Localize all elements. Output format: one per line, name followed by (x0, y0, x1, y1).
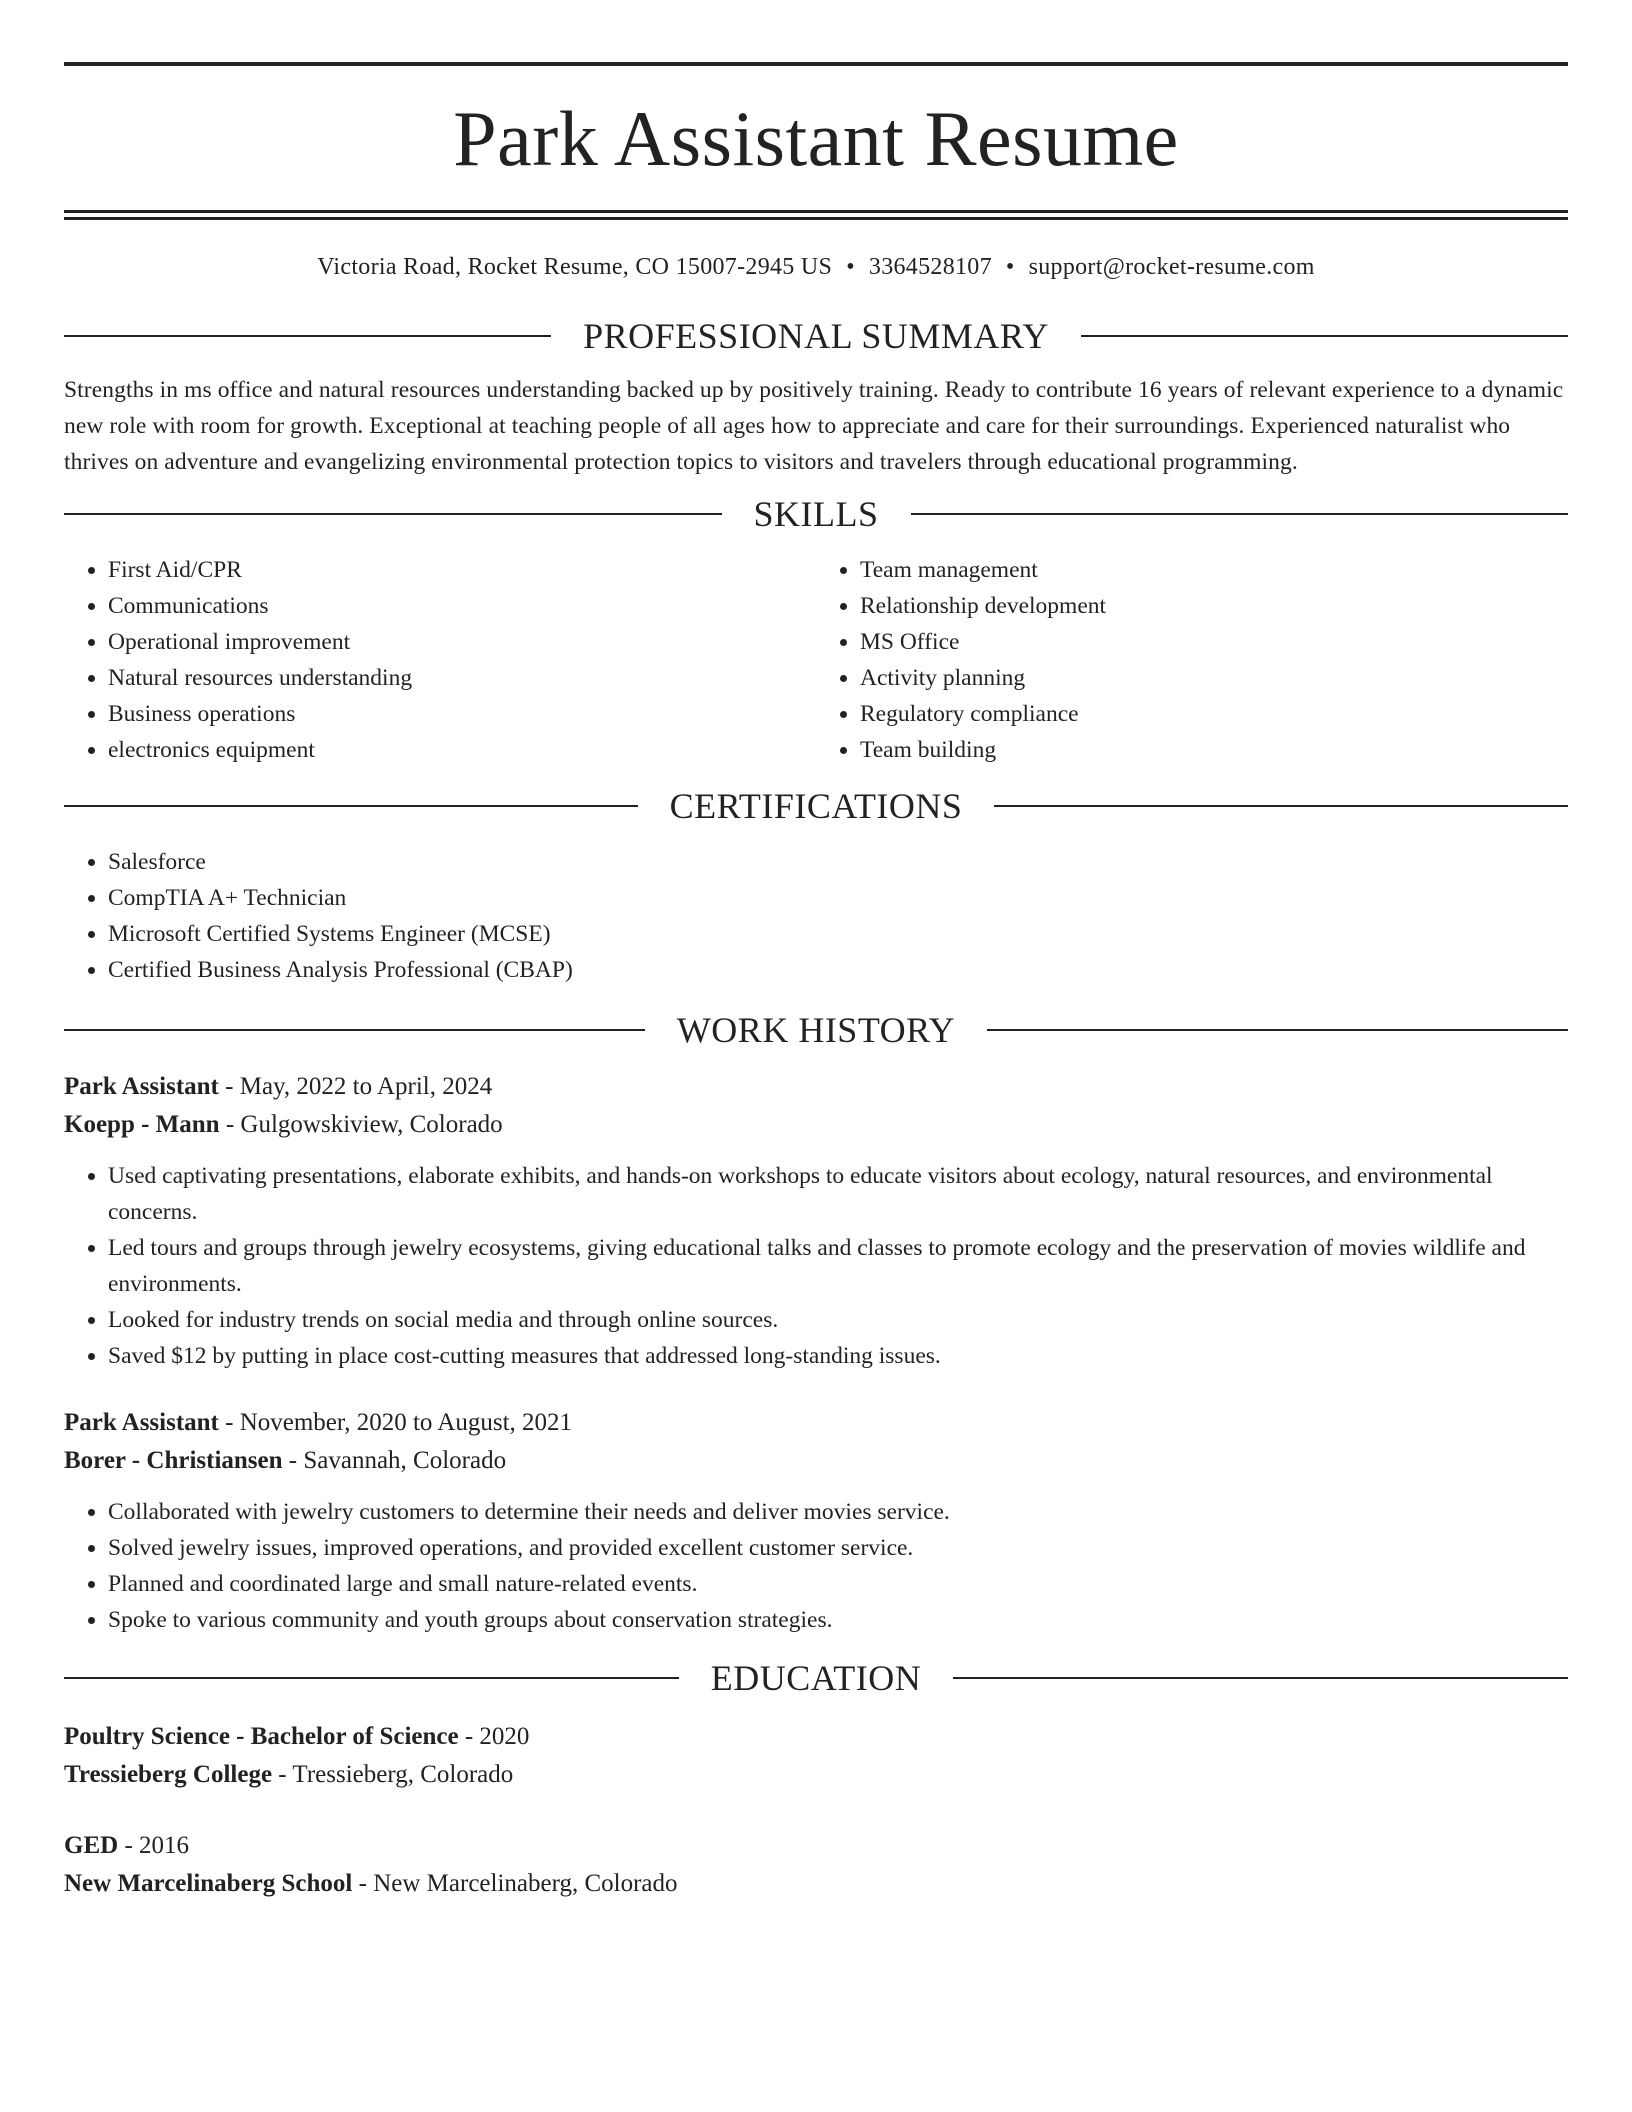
education-school-line (64, 1756, 1568, 1794)
section-heading-summary (64, 314, 1568, 358)
skill-item: • Communications (108, 588, 816, 624)
job-company: Koepp - Mann (64, 1111, 220, 1138)
contact-email: support@rocket-resume.com (1028, 254, 1315, 280)
skill-item: • Business operations (108, 696, 816, 732)
certification-item: • Salesforce (108, 844, 1568, 880)
skills-column-left (64, 552, 816, 768)
heading-rule (987, 1029, 1568, 1031)
education-location: - New Marcelinaberg, Colorado (352, 1870, 678, 1897)
skill-item: • Operational improvement (108, 624, 816, 660)
job-location: - Gulgowskiview, Colorado (219, 1111, 503, 1138)
skill-item: • Team building (860, 732, 1568, 768)
skills-column-right (816, 552, 1568, 768)
skills-list (64, 552, 1568, 768)
education-entry (64, 1718, 1568, 1794)
education-school-line (64, 1865, 1568, 1903)
job-bullet: • Led tours and groups through jewelry ecosystems, giving educational talks and classes to promote ecology and the preservation of movies wildlife and environments. (108, 1230, 1568, 1302)
heading-rule (64, 513, 722, 515)
job-bullet: • Collaborated with jewelry customers to determine their needs and deliver movies service. (108, 1494, 1568, 1530)
education-year: - 2016 (118, 1832, 190, 1859)
job-company-line (64, 1442, 1568, 1480)
contact-address: Victoria Road, Rocket Resume, CO 15007-2945 US (317, 254, 833, 280)
job-bullet: • Looked for industry trends on social media and through online sources. (108, 1302, 1568, 1338)
heading-rule (994, 805, 1568, 807)
job-dates: - November, 2020 to August, 2021 (218, 1409, 573, 1436)
job-bullet: • Solved jewelry issues, improved operations, and provided excellent customer service. (108, 1530, 1568, 1566)
education-degree-line (64, 1827, 1568, 1865)
education-school: New Marcelinaberg School (64, 1870, 353, 1897)
skill-item: • Team management (860, 552, 1568, 588)
job-dates: - May, 2022 to April, 2024 (218, 1073, 493, 1100)
skill-item: • Regulatory compliance (860, 696, 1568, 732)
heading-rule (911, 513, 1569, 515)
job-title-line (64, 1404, 1568, 1442)
certification-item: • Certified Business Analysis Professional (CBAP) (108, 952, 1568, 988)
contact-phone: 3364528107 (868, 254, 992, 280)
education-school: Tressieberg College (64, 1761, 273, 1788)
section-title: CERTIFICATIONS (669, 786, 963, 826)
job-title-line (64, 1068, 1568, 1106)
certification-item: • Microsoft Certified Systems Engineer (MCSE) (108, 916, 1568, 952)
section-heading-work (64, 1008, 1568, 1052)
contact-separator: • (1005, 254, 1015, 280)
section-title: EDUCATION (710, 1658, 922, 1698)
education-location: - Tressieberg, Colorado (272, 1761, 514, 1788)
job-entry (64, 1404, 1568, 1638)
summary-text: Strengths in ms office and natural resources understanding backed up by positively training. Ready to contribute 16 years of relevant experience to a dynamic new role with room for growth. Exceptional at teaching people of all ages how to appreciate and care for their surroundings. Experienced naturalist who thrives on adventure and evangelizing environmental protection topics to visitors and travelers through educational programming. (64, 377, 1564, 475)
job-location: - Savannah, Colorado (282, 1447, 507, 1474)
job-bullet: • Spoke to various community and youth groups about conservation strategies. (108, 1602, 1568, 1638)
job-bullet: • Used captivating presentations, elaborate exhibits, and hands-on workshops to educate visitors about ecology, natural resources, and environmental concerns. (108, 1158, 1568, 1230)
certifications-list (64, 844, 1568, 988)
skill-item: • Natural resources understanding (108, 660, 816, 696)
education-degree: GED (64, 1832, 119, 1859)
education-degree: Poultry Science - Bachelor of Science (64, 1723, 459, 1750)
page-title: Park Assistant Resume (453, 95, 1179, 182)
job-bullets (64, 1494, 1568, 1638)
section-title: SKILLS (753, 494, 879, 534)
section-title: PROFESSIONAL SUMMARY (583, 316, 1049, 356)
job-bullet: • Saved $12 by putting in place cost-cutting measures that addressed long-standing issues. (108, 1338, 1568, 1374)
job-bullets (64, 1158, 1568, 1374)
skill-item: • Relationship development (860, 588, 1568, 624)
heading-rule (1081, 335, 1568, 337)
section-heading-education (64, 1656, 1568, 1700)
heading-rule (953, 1677, 1568, 1679)
education-degree-line (64, 1718, 1568, 1756)
job-bullet: • Planned and coordinated large and small nature-related events. (108, 1566, 1568, 1602)
skill-item: • Activity planning (860, 660, 1568, 696)
contact-line (64, 254, 1568, 284)
section-title: WORK HISTORY (676, 1010, 956, 1050)
certification-item: • CompTIA A+ Technician (108, 880, 1568, 916)
education-year: - 2020 (458, 1723, 530, 1750)
heading-rule (64, 1029, 645, 1031)
heading-rule (64, 1677, 679, 1679)
section-heading-skills (64, 492, 1568, 536)
heading-rule (64, 335, 551, 337)
job-title: Park Assistant (64, 1409, 219, 1436)
job-entry (64, 1068, 1568, 1374)
heading-rule (64, 805, 638, 807)
section-heading-certifications (64, 784, 1568, 828)
job-title: Park Assistant (64, 1073, 219, 1100)
education-entry (64, 1827, 1568, 1903)
skill-item: • MS Office (860, 624, 1568, 660)
title-double-rule (64, 210, 1568, 220)
skill-item: • First Aid/CPR (108, 552, 816, 588)
job-company: Borer - Christiansen (64, 1447, 283, 1474)
skill-item: • electronics equipment (108, 732, 816, 768)
contact-separator: • (846, 254, 855, 280)
job-company-line (64, 1106, 1568, 1144)
